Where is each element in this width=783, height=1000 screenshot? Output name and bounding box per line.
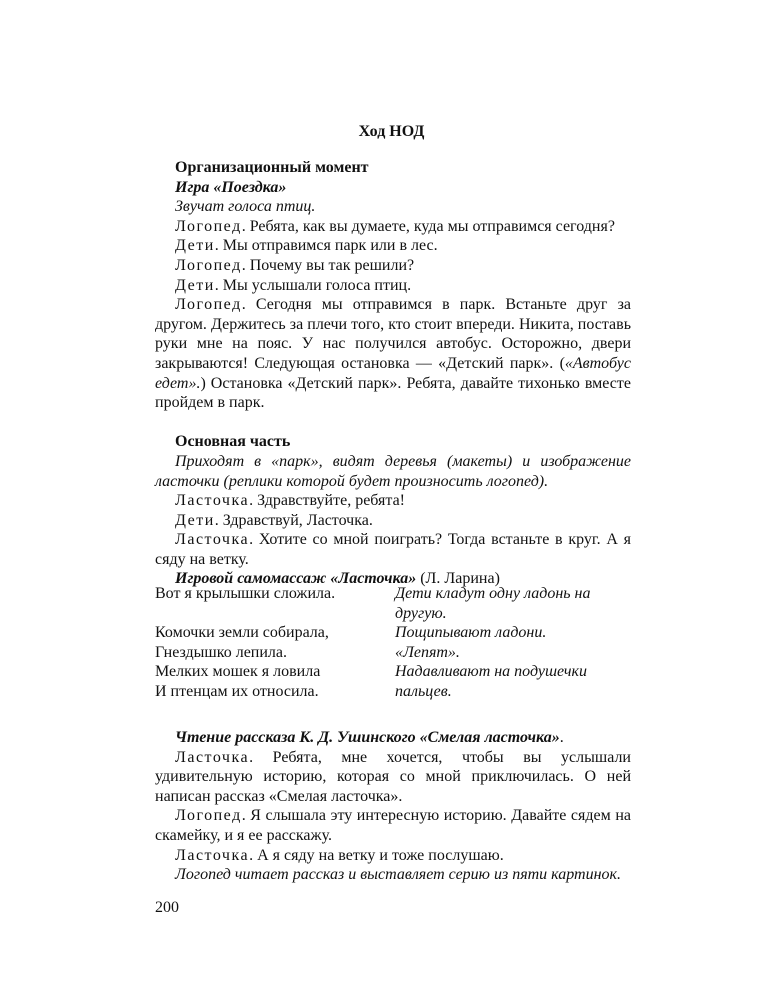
dialogue-line [155,806,631,845]
stage-direction: Логопед читает рассказ и выставляет серию из пяти картинок. [175,866,622,884]
speaker: Логопед [175,256,242,274]
poem-row [155,623,631,643]
line-text: . Сегодня мы отправимся в парк. Встаньте друг за другом. Держитесь за плечи того, кто стоит впереди. Никита, поставь руки мне на пояс. У нас получился автобус. Осторожно, двери закрываются! Следующая остановка — «Детский парк». ( [155,296,631,372]
massage-author: (Л. Ларина) [416,570,500,588]
section-title-org: Организационный момент [175,159,369,176]
line-text: . Хотите со мной поиграть? Тогда встаньте в круг. А я сяду на ветку. [155,531,631,568]
speaker: Дети [175,276,215,294]
speaker: Дети [175,237,215,255]
stage-direction: Приходят в «парк», видят деревья (макеты) и изображение ласточки (реплики которой будет произносить логопед). [155,452,631,490]
line-text: . Мы отправимся парк или в лес. [214,237,438,255]
line-text: . Ребята, как вы думаете, куда мы отправимся сегодня? [241,217,615,235]
dialogue-paragraph [155,295,631,413]
stage-direction: Звучат голоса птиц. [175,198,316,216]
text-column [155,158,631,589]
section-title-main: Основная часть [175,433,291,451]
dialogue-line [155,530,631,569]
reading-title-text: Чтение рассказа К. Д. Ушинского «Смелая ласточка» [175,729,560,746]
page-number: 200 [155,899,179,916]
dialogue-line [155,748,631,807]
dialogue-line [155,236,631,256]
speaker: Ласточка [175,531,250,549]
poem-action: Пощипывают ладони. [395,624,547,642]
dialogue-line [155,276,631,296]
speaker: Ласточка [175,748,250,766]
line-text: . Здравствуй, Ласточка. [214,511,373,529]
line-text: ) Остановка «Детский парк». Ребята, давайте тихонько вместе пройдем в парк. [155,374,631,412]
line-text: . Ребята, мне хочется, чтобы вы услышали удивительную историю, которая со мной приключилась. О ней написан рассказ «Смелая ласточка». [155,748,631,805]
line-text: . А я сяду на ветку и тоже послушаю. [249,846,504,864]
poem-verse: Мелких мошек я ловила [155,663,321,681]
page-heading: Ход НОД [358,123,425,140]
line-text: . Здравствуйте, ребята! [249,492,406,510]
speaker: Логопед [175,296,242,314]
poem-action: Дети кладут одну ладонь на другую. [395,585,591,622]
massage-name: Игровой самомассаж «Ласточка» [175,570,417,588]
text-column-lower [155,728,631,885]
poem-verse: Гнездышко лепила. [155,643,287,661]
speaker: Дети [175,511,215,529]
poem-row [155,662,631,682]
poem-action: пальцев. [395,682,452,700]
poem-verse: Комочки земли собирала, [155,624,329,642]
dialogue-line [155,511,631,531]
poem-action: Надавливают на подушечки [395,663,588,681]
game-title: Игра «Поездка» [175,178,287,196]
reading-title-tail: . [559,729,564,746]
poem-row [155,643,631,663]
poem-verse: И птенцам их относила. [155,682,319,700]
dialogue-line [155,491,631,511]
dialogue-line [155,256,631,276]
dialogue-line [155,217,631,237]
poem-verse: Вот я крылышки сложила. [155,585,336,602]
line-text: . Я слышала эту интересную историю. Давайте сядем на скамейку, и я ее расскажу. [155,807,631,844]
speaker: Ласточка [175,492,250,510]
line-text: . Мы услышали голоса птиц. [214,276,412,294]
stage-direction-inline: «Автобус едет». [155,354,631,392]
poem-action: «Лепят». [395,643,460,661]
reading-title [155,728,631,748]
poem-row [155,584,631,623]
dialogue-line [155,846,631,866]
speaker: Логопед [175,217,242,235]
line-text: . Почему вы так решили? [241,256,415,274]
speaker: Логопед [175,807,242,825]
poem-row [155,682,631,702]
poem-table [155,584,631,702]
speaker: Ласточка [175,846,250,864]
